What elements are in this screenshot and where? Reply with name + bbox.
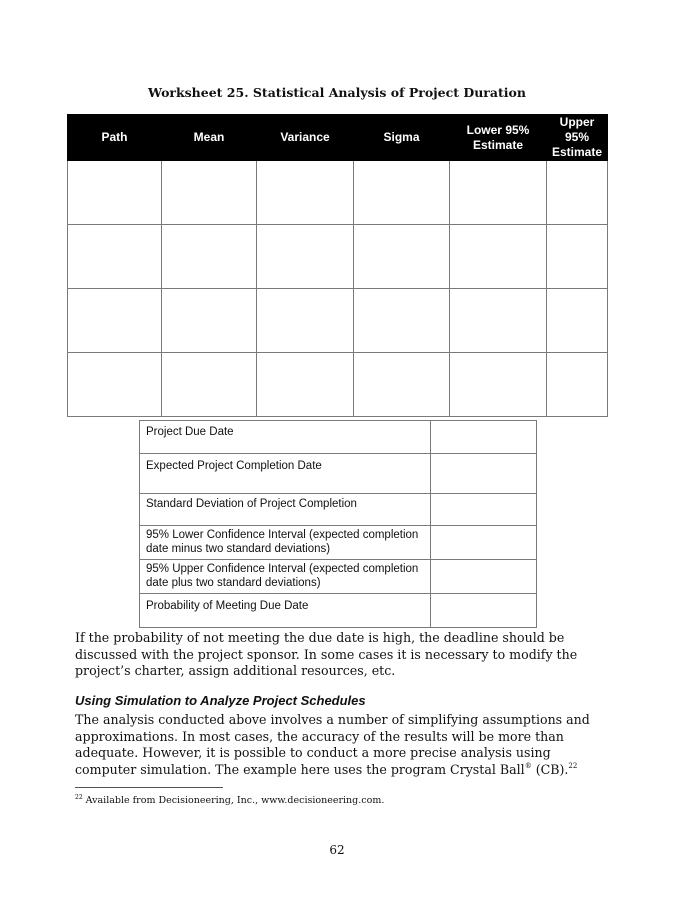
summary-table bbox=[139, 420, 537, 628]
summary-value bbox=[430, 526, 536, 560]
footnote-text: Available from Decisioneering, Inc., www.decisioneering.com. bbox=[82, 795, 385, 806]
footnote-divider bbox=[75, 787, 223, 788]
summary-label: Probability of Meeting Due Date bbox=[140, 594, 431, 628]
column-header-mean: Mean bbox=[162, 115, 257, 161]
table-cell bbox=[450, 289, 547, 353]
summary-value bbox=[430, 421, 536, 454]
table-cell bbox=[450, 353, 547, 417]
summary-row-upper-ci bbox=[140, 560, 537, 594]
column-header-sigma: Sigma bbox=[354, 115, 450, 161]
table-row bbox=[68, 161, 608, 225]
summary-row-std-deviation bbox=[140, 494, 537, 526]
table-cell bbox=[354, 225, 450, 289]
summary-value bbox=[430, 560, 536, 594]
summary-row-lower-ci bbox=[140, 526, 537, 560]
table-cell bbox=[547, 161, 608, 225]
table-row bbox=[68, 289, 608, 353]
table-cell bbox=[354, 289, 450, 353]
summary-row-expected-completion bbox=[140, 454, 537, 494]
summary-row-due-date bbox=[140, 421, 537, 454]
table-cell bbox=[257, 225, 354, 289]
summary-value bbox=[430, 594, 536, 628]
worksheet-title: Worksheet 25. Statistical Analysis of Project Duration bbox=[148, 85, 526, 100]
paragraph-text: The analysis conducted above involves a number of simplifying assumptions and approximations. In most cases, the accuracy of the results will be more than adequate. However, it is possible to conduct a more precise analysis using computer simulation. The example here uses the program Crystal Ball bbox=[75, 712, 590, 777]
summary-value bbox=[430, 494, 536, 526]
summary-label: Standard Deviation of Project Completion bbox=[140, 494, 431, 526]
column-header-upper-estimate: Upper 95% Estimate bbox=[547, 115, 608, 161]
table-cell bbox=[257, 353, 354, 417]
column-header-variance: Variance bbox=[257, 115, 354, 161]
table-cell bbox=[450, 161, 547, 225]
table-cell bbox=[162, 225, 257, 289]
footnote-reference: 22 bbox=[568, 761, 578, 770]
table-cell bbox=[162, 161, 257, 225]
table-cell bbox=[68, 353, 162, 417]
table-cell bbox=[162, 289, 257, 353]
body-paragraph: If the probability of not meeting the due date is high, the deadline should be discussed with the project sponsor. In some cases it is necessary to modify the project’s charter, assign additional resources, etc. bbox=[75, 630, 578, 678]
table-cell bbox=[547, 225, 608, 289]
summary-label: Project Due Date bbox=[140, 421, 431, 454]
table-cell bbox=[354, 161, 450, 225]
table-cell bbox=[68, 289, 162, 353]
summary-value bbox=[430, 454, 536, 494]
table-cell bbox=[68, 161, 162, 225]
column-header-lower-estimate: Lower 95% Estimate bbox=[450, 115, 547, 161]
table-cell bbox=[257, 289, 354, 353]
table-cell bbox=[450, 225, 547, 289]
table-cell bbox=[547, 289, 608, 353]
paragraph-text: (CB). bbox=[531, 761, 569, 777]
table-row bbox=[68, 225, 608, 289]
registered-mark: ® bbox=[524, 761, 532, 770]
table-cell bbox=[547, 353, 608, 417]
table-cell bbox=[68, 225, 162, 289]
path-analysis-table bbox=[67, 114, 608, 417]
summary-row-probability bbox=[140, 594, 537, 628]
table-cell bbox=[354, 353, 450, 417]
column-header-path: Path bbox=[68, 115, 162, 161]
footnote-number: 22 bbox=[75, 794, 83, 801]
body-paragraph bbox=[75, 712, 605, 778]
summary-label: Expected Project Completion Date bbox=[140, 454, 431, 494]
table-row bbox=[68, 353, 608, 417]
summary-label: 95% Lower Confidence Interval (expected completion date minus two standard deviations) bbox=[140, 526, 431, 560]
table-cell bbox=[257, 161, 354, 225]
page-number: 62 bbox=[329, 843, 345, 857]
table-header-row bbox=[68, 115, 608, 161]
table-cell bbox=[162, 353, 257, 417]
summary-label: 95% Upper Confidence Interval (expected completion date plus two standard deviations) bbox=[140, 560, 431, 594]
section-heading: Using Simulation to Analyze Project Schedules bbox=[75, 693, 366, 708]
footnote bbox=[75, 795, 384, 806]
